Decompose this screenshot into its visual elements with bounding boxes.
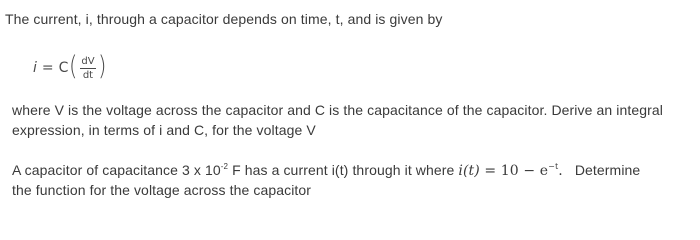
equation-open-paren: ( — [69, 51, 78, 82]
fraction-bar — [80, 68, 96, 69]
task-text-line-1: where V is the voltage across the capacitor and C is the capacitance of the capacitor. Derive an integral — [12, 102, 663, 118]
given-text-line-2: the function for the voltage across the capacitor — [12, 182, 312, 198]
determine-word: Determine — [574, 162, 641, 178]
given-prefix: A capacitor of capacitance 3 x 10 — [12, 162, 221, 178]
fraction-numerator: dV — [81, 55, 95, 67]
capacitance-exponent: -2 — [220, 162, 229, 171]
current-function-exponent: −t — [548, 162, 559, 171]
current-function-rhs: = 10 − e — [484, 163, 549, 179]
current-function-end: . — [558, 163, 563, 179]
fraction-denominator: dt — [82, 69, 94, 81]
intro-text: The current, i, through a capacitor depends on time, t, and is given by — [5, 11, 443, 27]
equation-equals: = — [41, 60, 54, 76]
given-text-line-1 — [12, 161, 640, 180]
equation-lhs: i — [33, 60, 37, 76]
current-function-expression — [458, 163, 562, 179]
equation-coefficient: C — [58, 60, 69, 76]
current-function-lhs: i(t) — [458, 163, 480, 179]
capacitor-current-equation — [33, 51, 108, 85]
equation-close-paren: ) — [98, 51, 107, 82]
task-text-line-2: expression, in terms of i and C, for the voltage V — [12, 122, 316, 138]
derivative-fraction — [80, 56, 96, 81]
given-suffix: F has a current i(t) through it where — [228, 162, 459, 178]
